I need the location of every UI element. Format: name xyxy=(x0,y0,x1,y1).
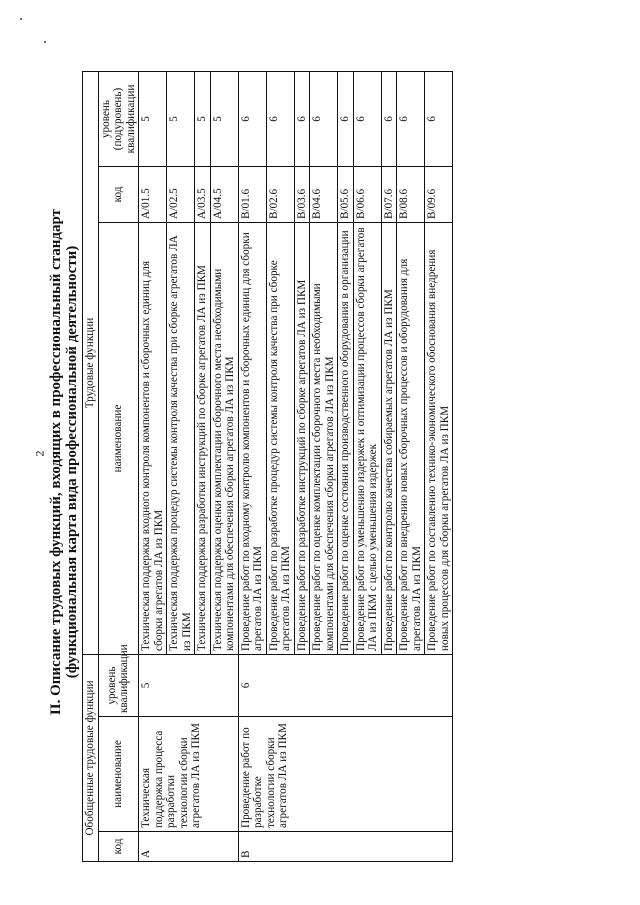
gen-level-a: 5 xyxy=(139,655,239,717)
function-code: А/04.5 xyxy=(210,167,238,223)
function-name: Проведение работ по составлению технико-экономического обоснования внедрения новых процессов для сборки агрегатов ЛА из ПКМ xyxy=(425,223,453,655)
function-name: Проведение работ по разработке процедур системы контроля качества при сборке агрегатов ЛА из ПКМ xyxy=(266,223,294,655)
function-sublevel: 6 xyxy=(266,72,294,167)
function-name: Проведение работ по разработке инструкций по сборке агрегатов ЛА из ПКМ xyxy=(294,223,310,655)
functional-map-table xyxy=(82,71,453,862)
function-code: В/07.6 xyxy=(381,167,397,223)
function-sublevel: 6 xyxy=(397,72,425,167)
function-name: Проведение работ по контролю качества собираемых агрегатов ЛА из ПКМ xyxy=(381,223,397,655)
function-name: Техническая поддержка входного контроля компонентов и сборочных единиц для сборки агрегатов ЛА из ПКМ xyxy=(139,223,167,655)
function-sublevel: 5 xyxy=(210,72,238,167)
gen-code-b: В xyxy=(238,832,453,862)
header-code: код xyxy=(98,832,139,862)
function-code: В/03.6 xyxy=(294,167,310,223)
function-sublevel: 6 xyxy=(425,72,453,167)
header-sublevel: уровень (подуровень) квалификации xyxy=(98,72,139,167)
gen-code-a: А xyxy=(139,832,239,862)
function-name: Проведение работ по уменьшению издержек и оптимизации процессов сборки агрегатов ЛА из ПКМ с целью уменьшения издержек xyxy=(353,223,381,655)
gen-name-a: Техническая поддержка процесса разработки технологии сборки агрегатов ЛА из ПКМ xyxy=(139,717,239,832)
table-row xyxy=(238,72,266,862)
function-code: В/01.6 xyxy=(238,167,266,223)
function-sublevel: 6 xyxy=(338,72,354,167)
function-name: Проведение работ по входному контролю компонентов и сборочных единиц для сборки агрегатов ЛА из ПКМ xyxy=(238,223,266,655)
function-code: В/02.6 xyxy=(266,167,294,223)
function-name: Проведение работ по оценке состояния производственного оборудования в организации xyxy=(338,223,354,655)
function-code: В/06.6 xyxy=(353,167,381,223)
function-name: Техническая поддержка процедур системы контроля качества при сборке агрегатов ЛА из ПКМ xyxy=(167,223,195,655)
function-code: В/08.6 xyxy=(397,167,425,223)
function-sublevel: 6 xyxy=(238,72,266,167)
header-function-code: код xyxy=(98,167,139,223)
function-sublevel: 5 xyxy=(167,72,195,167)
header-function-name: наименование xyxy=(98,223,139,655)
function-name: Техническая поддержка оценки комплектации сборочного места необходимыми компонентами для обеспечения сборки агрегатов ЛА из ПКМ xyxy=(210,223,238,655)
table-row xyxy=(139,72,167,862)
function-sublevel: 6 xyxy=(310,72,338,167)
header-generalized: Обобщенные трудовые функции xyxy=(83,655,99,862)
function-name: Проведение работ по оценке комплектации сборочного места необходимыми компонентами для обеспечения сборки агрегатов ЛА из ПКМ xyxy=(310,223,338,655)
scan-speck xyxy=(20,18,22,20)
header-labor-functions: Трудовые функции xyxy=(83,72,99,655)
function-sublevel: 6 xyxy=(381,72,397,167)
section-subtitle: (функциональная карта вида профессиональной деятельности) xyxy=(64,245,80,679)
function-code: В/04.6 xyxy=(310,167,338,223)
function-sublevel: 6 xyxy=(294,72,310,167)
gen-level-b: 6 xyxy=(238,655,453,717)
function-sublevel: 5 xyxy=(139,72,167,167)
gen-name-b: Проведение работ по разработке технологии сборки агрегатов ЛА из ПКМ xyxy=(238,717,453,832)
function-code: А/02.5 xyxy=(167,167,195,223)
function-name: Проведение работ по внедрению новых сборочных процессов и оборудования для агрегатов ЛА из ПКМ xyxy=(397,223,425,655)
header-name: наименование xyxy=(98,717,139,832)
rotated-page-content xyxy=(48,62,593,862)
function-code: А/01.5 xyxy=(139,167,167,223)
function-name: Техническая поддержка разработки инструкций по сборке агрегатов ЛА из ПКМ xyxy=(195,223,211,655)
page-number: 2 xyxy=(32,450,47,457)
function-code: А/03.5 xyxy=(195,167,211,223)
function-code: В/05.6 xyxy=(338,167,354,223)
scan-speck xyxy=(44,41,46,43)
function-sublevel: 6 xyxy=(353,72,381,167)
function-sublevel: 5 xyxy=(195,72,211,167)
function-code: В/09.6 xyxy=(425,167,453,223)
header-level: уровень квалификации xyxy=(98,655,139,717)
section-title: II. Описание трудовых функций, входящих в профессиональный стандарт xyxy=(48,208,64,716)
